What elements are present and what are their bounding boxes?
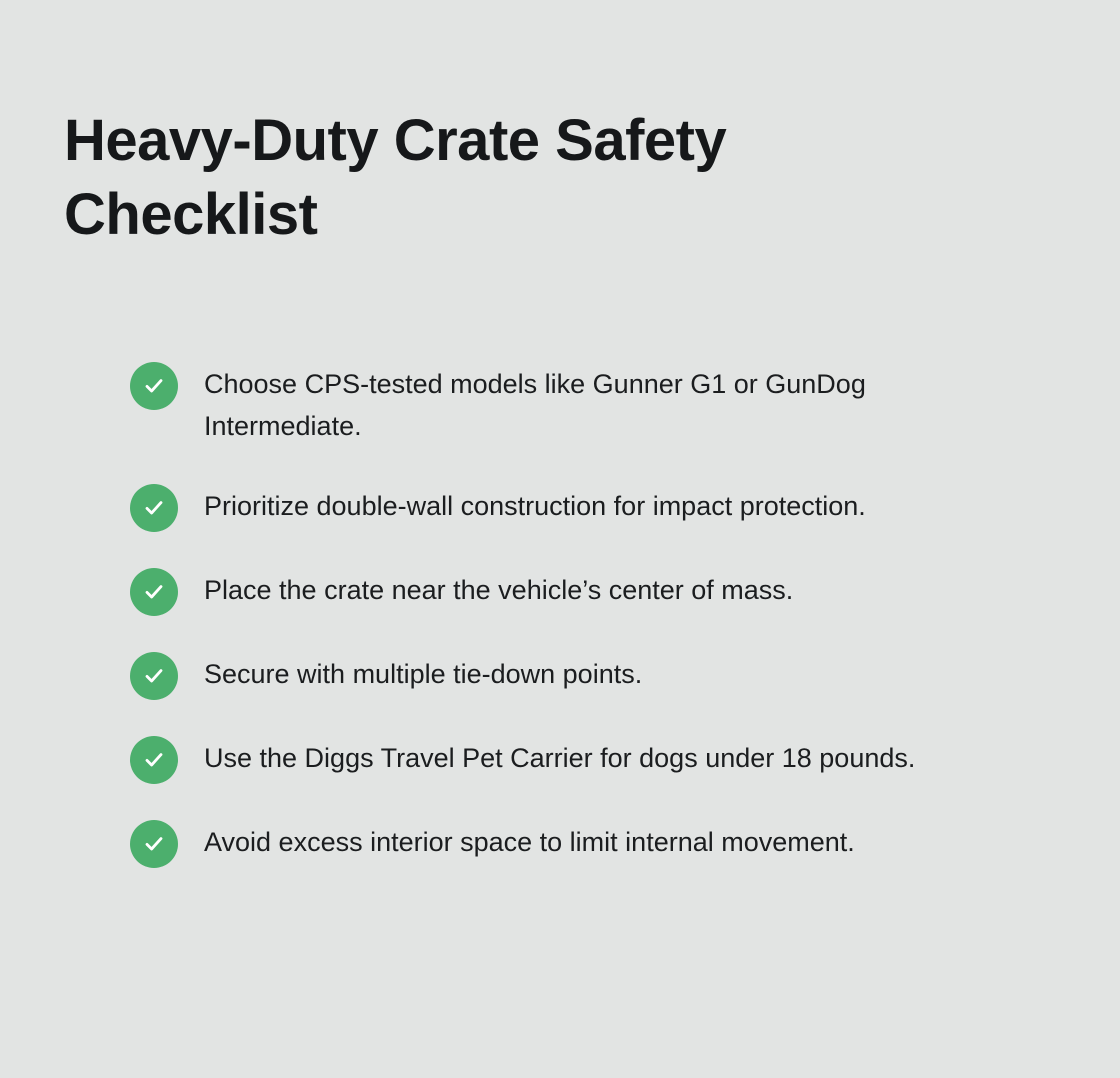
list-item-label: Choose CPS-tested models like Gunner G1 or GunDog Intermediate. <box>204 369 866 442</box>
check-circle-icon <box>130 820 178 868</box>
safety-checklist <box>64 360 1056 868</box>
check-circle-icon <box>130 484 178 532</box>
check-circle-icon <box>130 362 178 410</box>
list-item <box>130 818 1056 868</box>
list-item-label: Use the Diggs Travel Pet Carrier for dogs under 18 pounds. <box>204 743 916 774</box>
check-circle-icon <box>130 568 178 616</box>
list-item <box>130 482 1056 532</box>
list-item <box>130 566 1056 616</box>
list-item-label: Avoid excess interior space to limit internal movement. <box>204 827 855 858</box>
check-circle-icon <box>130 652 178 700</box>
check-circle-icon <box>130 736 178 784</box>
list-item-label: Place the crate near the vehicle’s center of mass. <box>204 575 794 606</box>
list-item-label: Prioritize double-wall construction for impact protection. <box>204 491 866 522</box>
page-title: Heavy-Duty Crate Safety Checklist <box>64 108 727 248</box>
list-item <box>130 734 1056 784</box>
list-item <box>130 360 1056 448</box>
list-item-label: Secure with multiple tie-down points. <box>204 659 643 690</box>
list-item <box>130 650 1056 700</box>
